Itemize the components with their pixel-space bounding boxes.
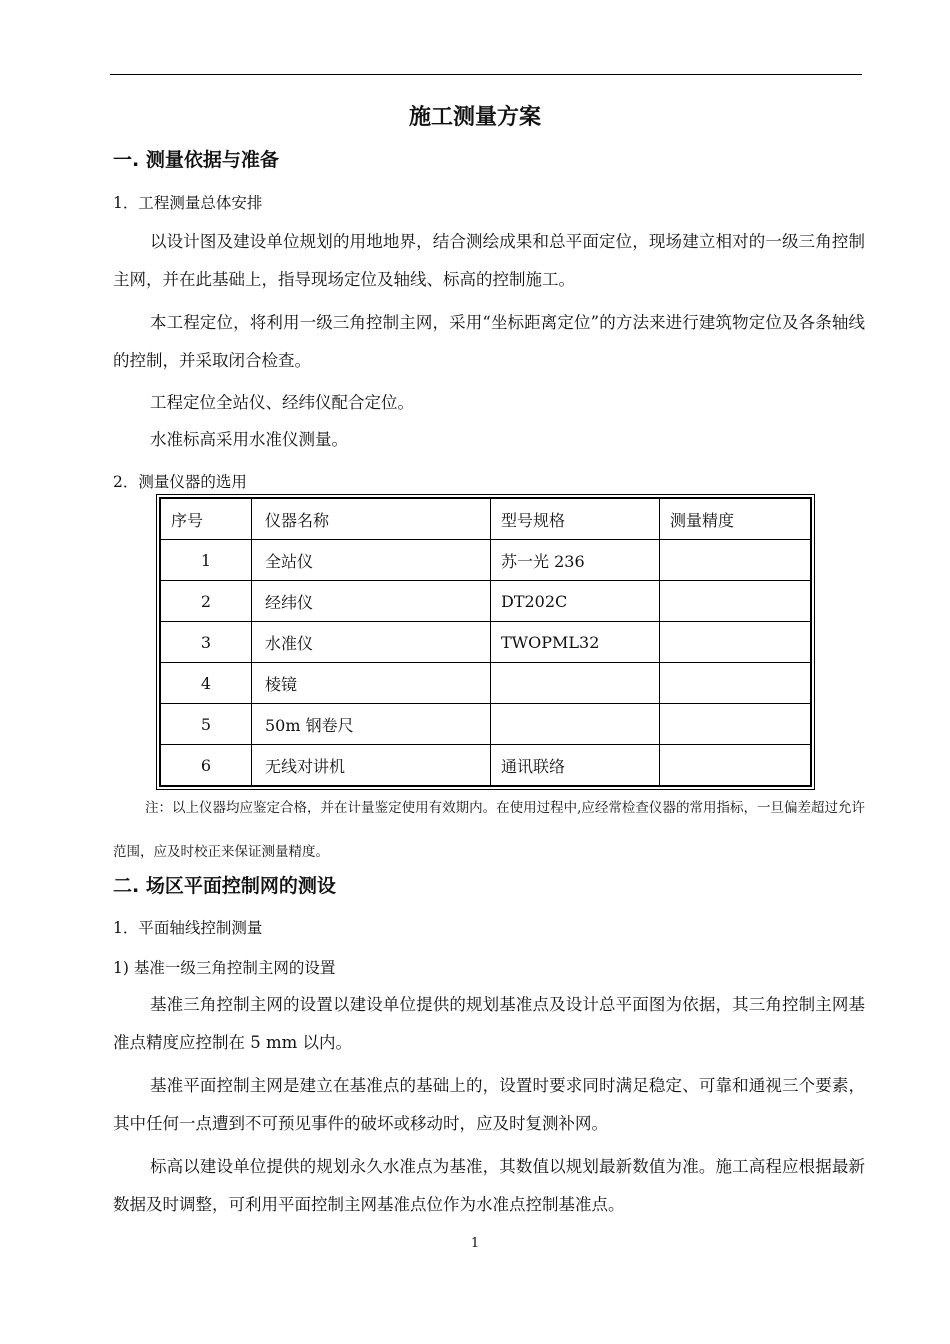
paragraph: 以设计图及建设单位规划的用地地界，结合测绘成果和总平面定位，现场建立相对的一级三角控制主网，并在此基础上，指导现场定位及轴线、标高的控制施工。 <box>113 232 865 289</box>
table-header-cell: 序号 <box>160 498 252 540</box>
table-cell: 3 <box>160 622 252 663</box>
table-cell: 全站仪 <box>252 540 491 581</box>
table-header-row <box>160 498 811 540</box>
table-cell: DT202C <box>491 581 660 622</box>
table-cell <box>491 704 660 745</box>
page-number: 1 <box>470 1236 480 1251</box>
paragraph: 本工程定位，将利用一级三角控制主网，采用“坐标距离定位”的方法来进行建筑物定位及各条轴线的控制，并采取闭合检查。 <box>113 313 865 370</box>
table-row <box>160 745 811 787</box>
table-cell <box>660 581 812 622</box>
section-1-sub-2: 2．测量仪器的选用 <box>113 473 247 491</box>
table-header-cell: 仪器名称 <box>252 498 491 540</box>
table-row <box>160 540 811 581</box>
table-cell <box>660 622 812 663</box>
table-cell <box>660 540 812 581</box>
table-cell: 棱镜 <box>252 663 491 704</box>
table-cell: 无线对讲机 <box>252 745 491 787</box>
table-cell <box>660 745 812 787</box>
table-cell: 50m 钢卷尺 <box>252 704 491 745</box>
table-cell: 5 <box>160 704 252 745</box>
paragraph: 基准三角控制主网的设置以建设单位提供的规划基准点及设计总平面图为依据，其三角控制主网基准点精度应控制在 5 mm 以内。 <box>113 995 865 1052</box>
table-cell: 1 <box>160 540 252 581</box>
table-cell <box>491 663 660 704</box>
table-cell: 苏一光 236 <box>491 540 660 581</box>
section-2-heading: 二. 场区平面控制网的测设 <box>113 875 336 897</box>
table-cell <box>660 704 812 745</box>
section-2-sub-1-1: 1) 基准一级三角控制主网的设置 <box>113 959 336 977</box>
paragraph: 工程定位全站仪、经纬仪配合定位。 <box>150 393 414 412</box>
header-rule <box>110 74 862 75</box>
document-title: 施工测量方案 <box>408 105 541 130</box>
table-cell: 水准仪 <box>252 622 491 663</box>
paragraph: 水准标高采用水准仪测量。 <box>150 430 348 449</box>
table-row <box>160 663 811 704</box>
table-cell: TWOPML32 <box>491 622 660 663</box>
table-cell: 4 <box>160 663 252 704</box>
table-row <box>160 581 811 622</box>
table-cell <box>660 663 812 704</box>
table-header-cell: 测量精度 <box>660 498 812 540</box>
section-1-heading: 一. 测量依据与准备 <box>113 149 279 171</box>
table-cell: 6 <box>160 745 252 787</box>
instrument-table <box>159 497 812 787</box>
table-header-cell: 型号规格 <box>491 498 660 540</box>
table-row <box>160 622 811 663</box>
table-cell: 2 <box>160 581 252 622</box>
table-row <box>160 704 811 745</box>
section-2-sub-1: 1．平面轴线控制测量 <box>113 919 263 937</box>
table-cell: 经纬仪 <box>252 581 491 622</box>
table-cell: 通讯联络 <box>491 745 660 787</box>
paragraph: 标高以建设单位提供的规划永久水准点为基准，其数值以规划最新数值为准。施工高程应根据最新数据及时调整，可利用平面控制主网基准点位作为水准点控制基准点。 <box>113 1157 865 1214</box>
table-note: 注：以上仪器均应鉴定合格，并在计量鉴定使用有效期内。在使用过程中,应经常检查仪器的常用指标，一旦偏差超过允许范围，应及时校正来保证测量精度。 <box>113 800 865 860</box>
section-1-sub-1: 1．工程测量总体安排 <box>113 194 263 212</box>
paragraph: 基准平面控制主网是建立在基准点的基础上的，设置时要求同时满足稳定、可靠和通视三个要素，其中任何一点遭到不可预见事件的破坏或移动时，应及时复测补网。 <box>113 1076 865 1133</box>
